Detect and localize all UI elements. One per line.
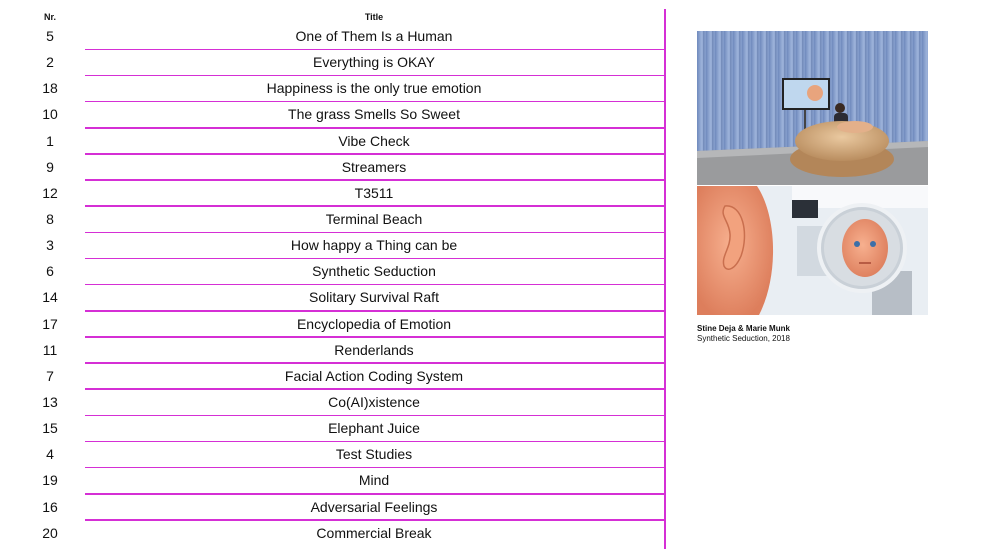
row-nr: 20 <box>42 524 58 541</box>
row-nr: 18 <box>42 80 58 97</box>
row-nr: 16 <box>42 498 58 515</box>
table-row <box>0 181 664 207</box>
row-title: How happy a Thing can be <box>290 237 458 254</box>
row-title: One of Them Is a Human <box>295 28 453 44</box>
row-nr: 9 <box>46 158 54 175</box>
table-body <box>0 24 664 547</box>
row-title: Terminal Beach <box>325 210 423 227</box>
row-title: Mind <box>358 472 390 489</box>
render-photo <box>697 186 928 315</box>
table-right-border <box>664 9 666 549</box>
table-row <box>0 50 664 76</box>
row-title: T3511 <box>354 184 394 201</box>
row-nr: 12 <box>42 184 58 201</box>
table-row <box>0 129 664 155</box>
column-header-title: Title <box>364 12 384 22</box>
row-nr: 6 <box>46 263 54 280</box>
table-row <box>0 521 664 547</box>
row-nr: 1 <box>46 132 54 149</box>
table-row <box>0 24 664 50</box>
table-row <box>0 338 664 364</box>
row-nr: 5 <box>46 28 54 44</box>
row-title: Happiness is the only true emotion <box>266 80 482 97</box>
caption-artist: Stine Deja & Marie Munk <box>697 324 790 333</box>
row-title: Co(AI)xistence <box>328 393 420 410</box>
installation-photo <box>697 31 928 185</box>
photo-caption <box>697 324 937 344</box>
row-nr: 7 <box>46 367 54 384</box>
row-nr: 2 <box>46 54 54 71</box>
row-nr: 4 <box>46 446 54 463</box>
row-title: Renderlands <box>334 341 414 358</box>
row-nr: 17 <box>42 315 58 332</box>
row-nr: 15 <box>42 420 58 437</box>
row-title: Adversarial Feelings <box>310 498 438 515</box>
row-title: Elephant Juice <box>328 420 420 437</box>
row-nr: 19 <box>42 472 58 489</box>
table-row <box>0 468 664 494</box>
table-row <box>0 495 664 521</box>
table-row <box>0 312 664 338</box>
row-title: Facial Action Coding System <box>284 367 464 384</box>
table-row <box>0 416 664 442</box>
row-title: Encyclopedia of Emotion <box>296 315 452 332</box>
table-row <box>0 442 664 468</box>
column-header-nr: Nr. <box>43 12 56 22</box>
row-title: Vibe Check <box>338 132 410 149</box>
table-row <box>0 233 664 259</box>
row-title: Everything is OKAY <box>313 54 435 71</box>
row-nr: 13 <box>42 393 58 410</box>
row-nr: 10 <box>42 106 58 123</box>
table-row <box>0 390 664 416</box>
row-nr: 14 <box>42 289 58 306</box>
table-row <box>0 102 664 128</box>
table-row <box>0 207 664 233</box>
caption-work: Synthetic Seduction, 2018 <box>697 334 790 343</box>
row-title: Test Studies <box>335 446 413 463</box>
row-title: Synthetic Seduction <box>312 263 436 280</box>
row-nr: 3 <box>46 237 54 254</box>
installation-photo-illustration <box>697 31 928 185</box>
row-title: Commercial Break <box>316 524 432 541</box>
table-row <box>0 155 664 181</box>
row-nr: 11 <box>42 341 58 358</box>
table-row <box>0 364 664 390</box>
row-title: Streamers <box>341 158 407 175</box>
row-nr: 8 <box>46 210 54 227</box>
table-row <box>0 285 664 311</box>
row-title: The grass Smells So Sweet <box>288 106 460 123</box>
table-row <box>0 259 664 285</box>
render-photo-illustration <box>697 186 928 315</box>
table-row <box>0 76 664 102</box>
row-title: Solitary Survival Raft <box>309 289 439 306</box>
